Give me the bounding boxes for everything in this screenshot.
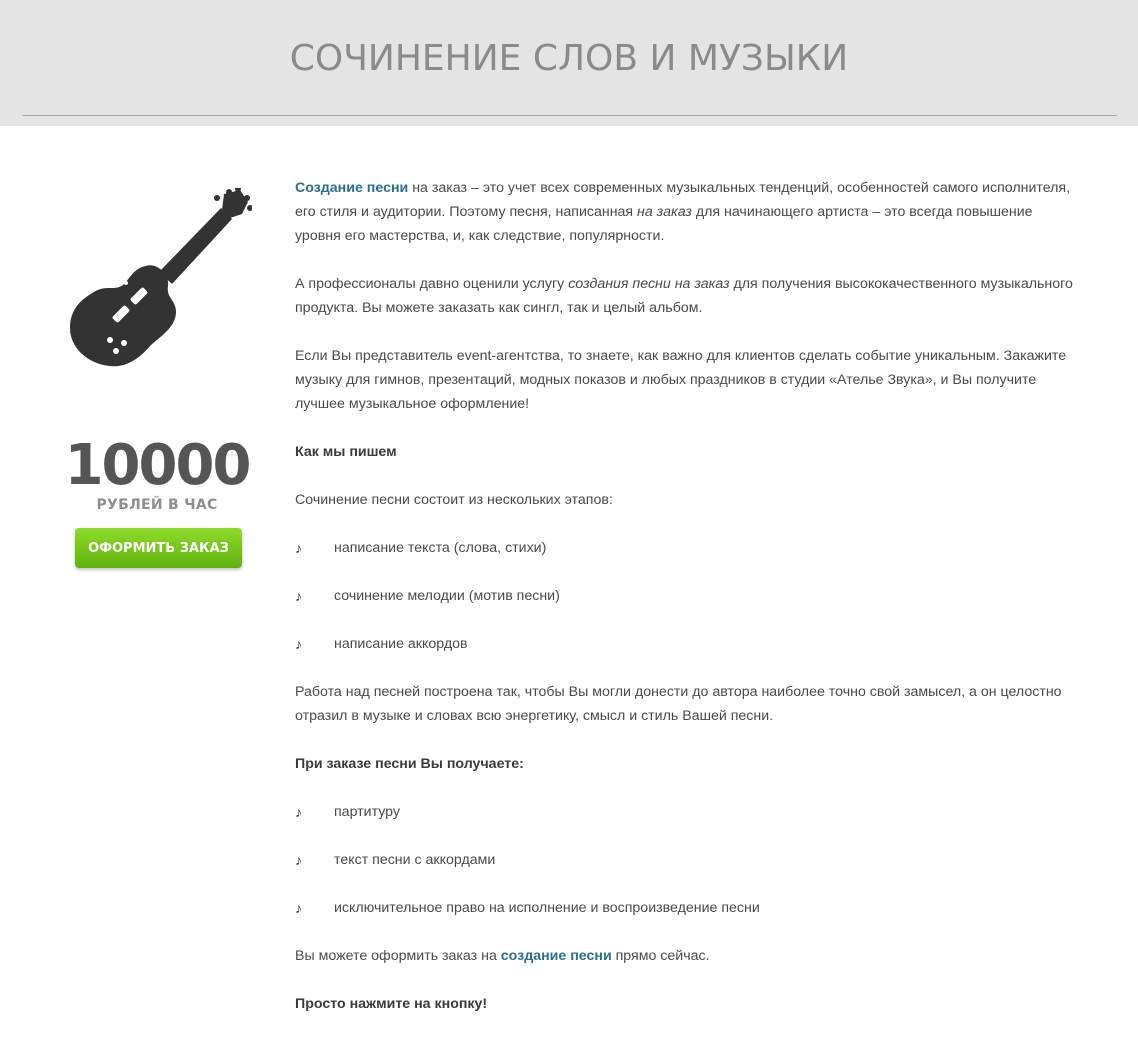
music-note-icon: ♪ xyxy=(295,852,302,868)
list-item xyxy=(295,848,1075,872)
list-item xyxy=(295,896,1075,920)
list-item-text: написание текста (слова, стихи) xyxy=(334,540,547,556)
heading-you-get xyxy=(295,752,1075,776)
paragraph-order-now xyxy=(295,944,1075,968)
closing-text xyxy=(295,992,1075,1016)
music-note-icon: ♪ xyxy=(295,540,302,556)
song-creation-link[interactable]: создание песни xyxy=(500,948,612,964)
emphasis-text: на заказ xyxy=(637,204,692,220)
electric-guitar-icon xyxy=(66,188,252,370)
heading-text: Просто нажмите на кнопку! xyxy=(295,996,488,1012)
page-title: СОЧИНЕНИЕ СЛОВ И МУЗЫКИ xyxy=(289,38,849,79)
article-body xyxy=(295,176,1075,1040)
price-unit: РУБЛЕЙ В ЧАС xyxy=(96,497,218,513)
paragraph-professionals xyxy=(295,272,1075,320)
list-item-text: исключительное право на исполнение и воспроизведение песни xyxy=(334,900,760,916)
list-item-text: написание аккордов xyxy=(334,636,468,652)
header-divider xyxy=(22,115,1117,116)
text-span: на заказ – это учет всех современных музыкальных тенденций, особенностей самого исполнителя, его стиля и аудитории. Поэтому песня, написанная xyxy=(295,180,1071,220)
page-header xyxy=(0,0,1138,126)
list-item xyxy=(295,536,1075,560)
music-note-icon: ♪ xyxy=(295,588,302,604)
order-button[interactable]: ОФОРМИТЬ ЗАКАЗ xyxy=(75,528,242,568)
paragraph-stages-intro: Сочинение песни состоит из нескольких этапов: xyxy=(295,492,613,508)
song-creation-link[interactable]: Создание песни xyxy=(295,180,409,196)
heading-text: Как мы пишем xyxy=(295,444,397,460)
paragraph-intro xyxy=(295,176,1075,248)
music-note-icon: ♪ xyxy=(295,804,302,820)
price-value: 10000 xyxy=(64,433,250,498)
emphasis-text: создания песни на заказ xyxy=(568,276,730,292)
text-span: прямо сейчас. xyxy=(611,948,710,964)
text-span: А профессионалы давно оценили услугу xyxy=(295,276,569,292)
paragraph-work-process: Работа над песней построена так, чтобы Вы могли донести до автора наиболее точно свой замысел, а он целостно отразил в музыке и словах всю энергетику, смысл и стиль Вашей песни. xyxy=(295,684,1062,724)
heading-how-we-write xyxy=(295,440,1075,464)
list-item xyxy=(295,800,1075,824)
list-item-text: сочинение мелодии (мотив песни) xyxy=(334,588,560,604)
list-item xyxy=(295,584,1075,608)
list-item-text: текст песни с аккордами xyxy=(334,852,496,868)
heading-text: При заказе песни Вы получаете: xyxy=(295,756,524,772)
list-item-text: партитуру xyxy=(334,804,400,820)
music-note-icon: ♪ xyxy=(295,900,302,916)
list-item xyxy=(295,632,1075,656)
music-note-icon: ♪ xyxy=(295,636,302,652)
text-span: для получения высококачественного музыкального продукта. Вы можете заказать как сингл, так и целый альбом. xyxy=(295,276,1073,316)
text-span: Вы можете оформить заказ на xyxy=(295,948,501,964)
paragraph-event-agency: Если Вы представитель event-агентства, то знаете, как важно для клиентов сделать событие уникальным. Закажите музыку для гимнов, презентаций, модных показов и любых праздников в студии «Ателье Звука», и Вы получите лучшее музыкальное оформление! xyxy=(295,348,1067,412)
text-span: для начинающего артиста – это всегда повышение уровня его мастерства, и, как следствие, популярности. xyxy=(295,204,1033,244)
